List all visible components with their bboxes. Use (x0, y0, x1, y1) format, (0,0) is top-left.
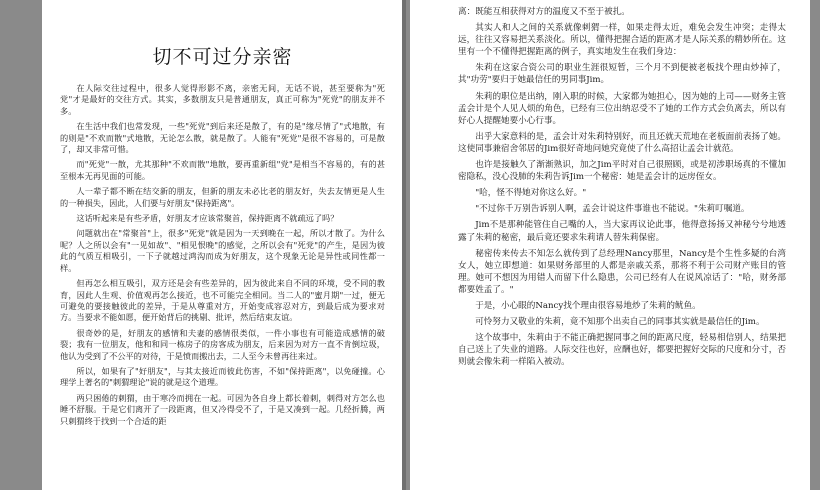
paragraph: 所以，如果有了"好朋友"，与其太接近而彼此伤害，不如"保持距离"，以免碰撞。心理学上著名的"刺猬理论"说的就是这个道理。 (60, 365, 385, 388)
paragraph: 出乎大家意料的是，孟会计对朱莉特别好，而且还就天荒地在老板面前表扬了她。这使同事兼宿舍邻居的Jim很好奇地问她究竟使了什么高招让孟会计就范。 (458, 131, 786, 154)
paragraph: 朱莉在这家合资公司的职业生涯很短暂，三个月不到便被老板找个理由炒掉了，其"功劳"要归于她最信任的男同事Jim。 (458, 63, 786, 86)
paragraph: 问题就出在"常聚首"上，很多"死党"就是因为一天到晚在一起，所以才散了。为什么呢？人之所以会有"一见如故"、"相见恨晚"的感觉，之所以会有"死党"的产生，是因为彼此的气质互相吸引，一下子就越过鸿沟而成为好朋友，这个现象无论是异性或同性都一样。 (60, 228, 385, 273)
paragraph: 人一辈子都不断在结交新的朋友，但新的朋友未必比老的朋友好，失去友情更是人生的一种损失，因此，人们要与好朋友"保持距离"。 (60, 186, 385, 208)
paragraph: 于是，小心眼的Nancy找个理由很容易地炒了朱莉的鱿鱼。 (475, 300, 701, 311)
paragraph: 但再怎么相互吸引，双方还是会有些差异的，因为彼此来自不同的环境，受不同的教育，因此人生观、价值观再怎么接近，也不可能完全相同。当二人的"蜜月期"一过，便无可避免的要接触彼此的差异，于是从尊重对方，开始变成容忍对方，到最后成为要求对方。当要求不能如愿，便开始背后的挑剔、批评，然后结束友谊。 (60, 278, 385, 323)
paragraph: "哈，怪不得她对你这么好。" (475, 188, 587, 199)
paragraph: 在生活中我们也常发现，一些"死党"到后来还是散了，有的是"缘尽情了"式地散，有的则是"不欢而散"式地散，无论怎么散，就是散了。人能有"死党"是很不容易的，可是散了，却又非常可惜。 (60, 121, 385, 155)
page-right (410, 0, 810, 490)
paragraph: 其实人和人之间的关系就像刺猬一样，如果走得太近，难免会发生冲突；走得太远，往往又容易把关系淡化。所以，懂得把握合适的距离才是人际关系的精妙所在。这里有一个不懂得把握距离的例子，真实地发生在我们身边： (458, 23, 786, 58)
paragraph: 朱莉的职位是出纳，刚入职的时候，大家都为她担心，因为她的上司——财务主管孟会计是个人见人烦的角色，已经有三位出纳忍受不了她的工作方式会负离去，所以有好心人提醒她要小心行事。 (458, 91, 786, 126)
paragraph: 很奇妙的是，好朋友的感情和夫妻的感情很类似，一件小事也有可能造成感情的破裂；我有一位朋友，他和和同一栋房子的房客成为朋友，后来因为对方一直不肯倒垃圾，他认为受到了不公平的对待，于是愤而搬出去，二人至今未曾再往来过。 (60, 327, 385, 361)
paragraph: "不过你千万别告诉别人啊，孟会计说这件事谁也不能说。"朱莉叮嘱道。 (475, 204, 750, 215)
page-left (42, 0, 402, 490)
paragraph: 也许是接触久了渐渐熟识，加之Jim平时对自己很照顾，或是初涉职场真的不懂加密隐私，没心没肺的朱莉告诉Jim一个秘密：她是孟会计的远房侄女。 (458, 160, 786, 183)
paragraph: 在人际交往过程中，很多人觉得形影不离，亲密无间，无话不说，甚至要称为"死党"才是最好的交往方式。其实，多数朋友只是普通朋友，真正可称为"死党"的朋友并不多。 (60, 83, 385, 116)
paragraph: 这个故事中，朱莉由于不能正确把握同事之间的距离尺度，轻易相信别人，结果把自己送上了失业的道路。人际交往也好，应酬也好，都要把握好交际的尺度和分寸，否则就会像朱莉一样陷入被动。 (458, 333, 786, 368)
paragraph: Jim不是那种能管住自己嘴的人，当大家再议论此事，他得意扬扬又神秘兮兮地透露了朱莉的秘密，最后竟还要求朱莉请人替朱莉保密。 (458, 220, 786, 243)
paragraph: 两只困倦的刺猬，由于寒冷而拥在一起。可因为各自身上都长着刺，刺得对方怎么也睡不舒服。于是它们离开了一段距离，但又冷得受不了，于是又凑到一起。几经折腾，两只刺猬终于找到一个合适的距 (60, 392, 385, 426)
article-title: 切不可过分亲密 (152, 46, 293, 68)
paragraph: 可怜努力又敬业的朱莉，竟不知那个出卖自己的同事其实就是最信任的Jim。 (475, 317, 765, 328)
page-gap (402, 0, 406, 490)
paragraph: 秘密传来传去不知怎么就传到了总经理Nancy那里，Nancy是个生性多疑的台湾女人，她立即想道：如果财务部里的人都是亲戚关系，那将不利于公司财产账目的管理。她可不想因为用错人而留下什么隐患，公司已经有人在说风凉话了："哈，财务部都要姓孟了。" (458, 248, 786, 295)
paragraph: 而"死党"一散，尤其那种"不欢而散"地散，要再重新组"党"是相当不容易的，有的甚至根本无再见面的可能。 (60, 159, 385, 181)
paragraph: 离：既能互相获得对方的温度又不至于被扎。 (458, 7, 630, 17)
paragraph: 这话听起来是有些矛盾，好朋友才应该常聚首，保持距离不就疏远了吗？ (76, 213, 339, 224)
